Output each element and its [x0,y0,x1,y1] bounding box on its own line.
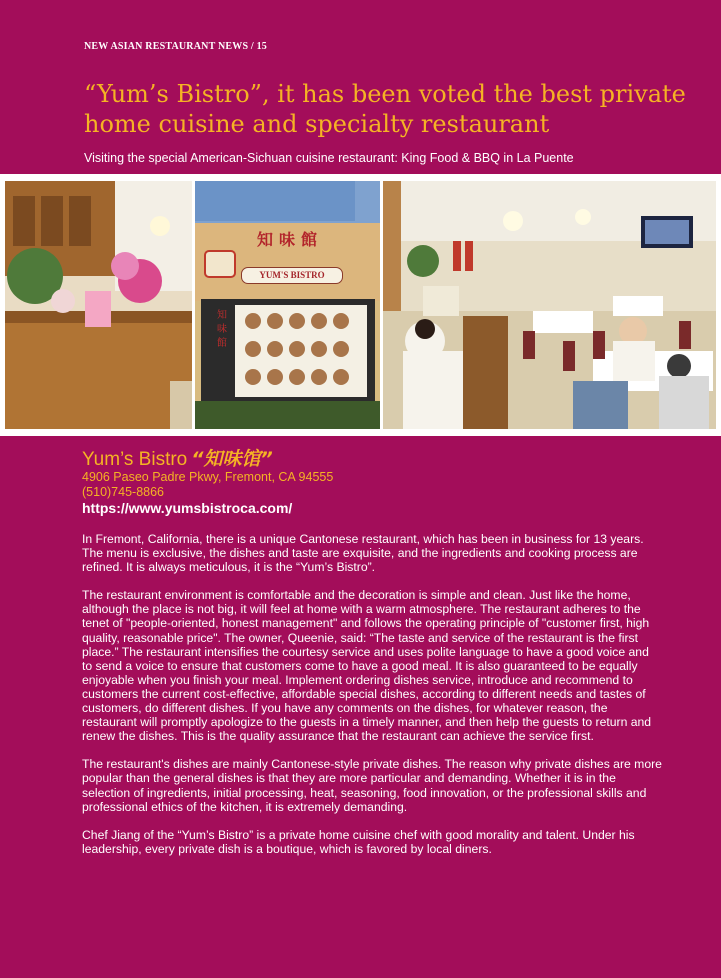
restaurant-name-cn: “知味馆” [191,448,273,470]
storefront-sign-cn: 知味館 [257,230,324,249]
article-body [82,532,662,870]
window-sign-cn: 知味館 [217,310,227,349]
restaurant-info [82,449,333,517]
article-subhead: Visiting the special American-Sichuan cuisine restaurant: King Food & BBQ in La Puente [84,151,574,165]
restaurant-address: 4906 Paseo Padre Pkwy, Fremont, CA 94555 [82,470,334,484]
restaurant-name: Yum’s Bistro [82,449,188,470]
article-paragraph: In Fremont, California, there is a unique Cantonese restaurant, which has been in business for 13 years. The menu is exclusive, the dishes and taste are exquisite, and the ingredients and cooking process are refined. It is always meticulous, it is the “Yum’s Bistro”. [82,532,644,575]
restaurant-name-line [82,449,333,470]
article-paragraph: The restaurant environment is comfortable and the decoration is simple and clean. Just like the home, although the place is not big, it will feel at home with a warm atmosphere. The restaurant adheres to the tenet of "people-oriented, honest management" and follows the operating principle of "customer first, high quality, reasonable price". The owner, Queenie, said: “The taste and service of the restaurant is the first place.” The restaurant intensifies the courtesy service and uses polite language to have a good voice and to send a voice to ensure that customers come to have a good meal. It is also guaranteed to be equally enjoyable when you finish your meal. Implement ordering dishes service, introduce and recommend to customers the current cost-effective, affordable special dishes, according to different needs and tastes of customers, do different dishes. If you have any comments on the dishes, for whatever reason, the restaurant will promptly apologize to the guests in a timely manner, and then help the guests to return and renew the dishes. This is the quality assurance that the restaurant can achieve the service first. [82,588,652,744]
storefront-photo [195,181,380,429]
restaurant-phone: (510)745-8866 [82,485,165,499]
storefront-sign-en: YUM'S BISTRO [241,267,343,284]
counter-photo [5,181,192,429]
article-paragraph: Chef Jiang of the “Yum’s Bistro” is a private home cuisine chef with good morality and talent. Under his leadership, every private dish is a boutique, which is favored by local diners. [82,827,635,856]
dining-room-photo [383,181,716,429]
article-paragraph: The restaurant's dishes are mainly Cantonese-style private dishes. The reason why private dishes are more popular than the general dishes is that they are more particular and demanding. Whether it is in the selection of ingredients, initial processing, heat, seasoning, food innovation, or the professional skills and professional ethics of the kitchen, it is extremely demanding. [82,757,662,814]
article-headline: “Yum’s Bistro”, it has been voted the best private home cuisine and specialty restaurant [84,80,686,138]
photo-strip [0,174,721,436]
issue-kicker: NEW ASIAN RESTAURANT NEWS / 15 [84,41,267,52]
restaurant-website-link[interactable]: https://www.yumsbistroca.com/ [82,500,293,516]
